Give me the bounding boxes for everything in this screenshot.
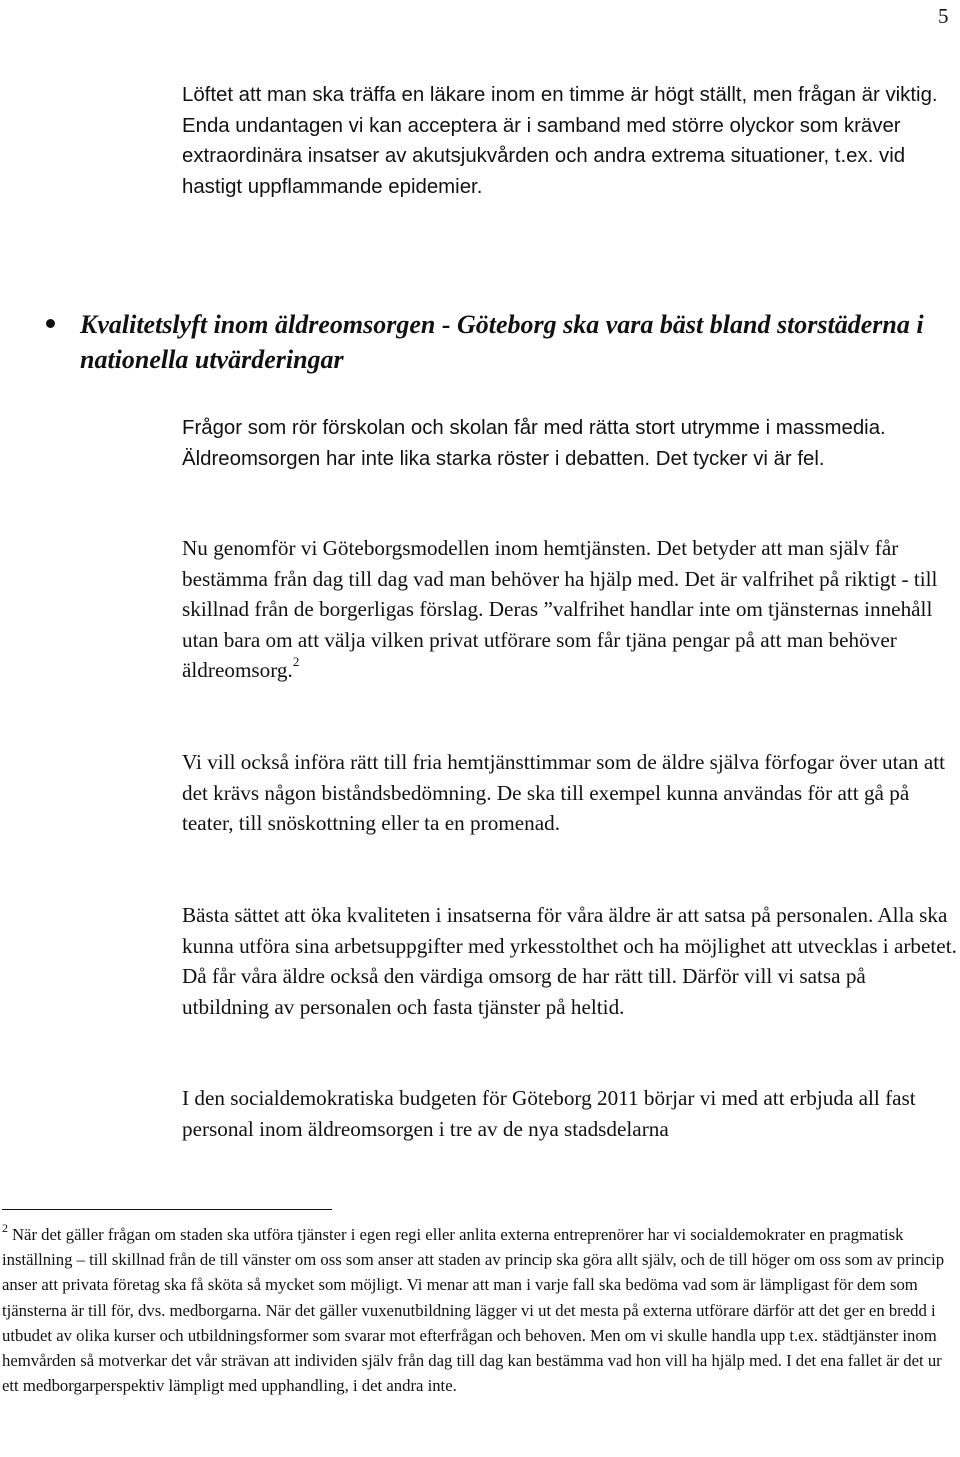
intro-paragraph: Löftet att man ska träffa en läkare inom en timme är högt ställt, men frågan är viktig. Enda undantagen vi kan acceptera är i samband med större olyckor som kräver extraordinära insatser av akutsjukvården och andra extrema situationer, t.ex. vid hastigt uppflammande epidemier. (182, 84, 938, 198)
paragraph-budget: I den socialdemokratiska budgeten för Göteborg 2011 börjar vi med att erbjuda all fast personal inom äldreomsorgen i tre av de nya stadsdelarna (182, 1086, 916, 1141)
paragraph-model-text: Nu genomför vi Göteborgsmodellen inom hemtjänsten. Det betyder att man själv får bestämma från dag till dag vad man behöver ha hjälp med. Det är valfrihet på riktigt - till skillnad från de borgerligas förslag. Deras ”valfrihet handlar inte om tjänsternas innehåll utan bara om att välja vilken privat utförare som får tjäna pengar på att man behöver äldreomsorg. (182, 536, 938, 682)
footnote (2, 1222, 952, 1398)
bullet-icon (46, 319, 55, 328)
paragraph-staff: Bästa sättet att öka kvaliteten i insatserna för våra äldre är att satsa på personalen. Alla ska kunna utföra sina arbetsuppgifter med yrkesstolthet och ha möjlighet att utvecklas i arbetet. Då får våra äldre också den värdiga omsorg de har rätt till. Därför vill vi satsa på utbildning av personalen och fasta tjänster på heltid. (182, 903, 957, 1019)
footnote-ref[interactable]: 2 (292, 654, 300, 669)
section-heading: Kvalitetslyft inom äldreomsorgen - Göteborg ska vara bäst bland storstäderna i nationella utvärderingar (80, 310, 924, 374)
paragraph-hours: Vi vill också införa rätt till fria hemtjänsttimmar som de äldre själva förfogar över utan att det krävs någon biståndsbedömning. De ska till exempel kunna användas för att gå på teater, till snöskottning eller ta en promenad. (182, 750, 945, 835)
footnote-number: 2 (2, 1221, 8, 1235)
footnote-separator (2, 1209, 332, 1210)
footnote-text: När det gäller frågan om staden ska utföra tjänster i egen regi eller anlita externa entreprenörer har vi socialdemokrater en pragmatisk inställning – till skillnad från de till vänster om oss som anser att staden av princip ska göra allt själv, och de till höger om oss som av princip anser att privata företag ska få sköta så mycket som möjligt. Vi menar att man i varje fall ska bedöma vad som är lämpligast för dem som tjänsterna är till för, dvs. medborgarna. När det gäller vuxenutbildning lägger vi ut det mesta på externa utförare därför att det ger en bredd i utbudet av olika kurser och utbildningsformer som svarar mot efterfrågan och behoven. Men om vi skulle handla upp t.ex. städtjänster inom hemvården så motverkar det vår strävan att individen själv från dag till dag kan bestämma vad hon vill ha hjälp med. I det ena fallet är det ur ett medborgarperspektiv lämpligt med upphandling, i det andra inte. (2, 1225, 945, 1396)
paragraph-model (182, 533, 957, 686)
page-number: 5 (938, 4, 949, 28)
paragraph-media: Frågor som rör förskolan och skolan får med rätta stort utrymme i massmedia. Äldreomsorgen har inte lika starka röster i debatten. Det tycker vi är fel. (182, 417, 886, 470)
